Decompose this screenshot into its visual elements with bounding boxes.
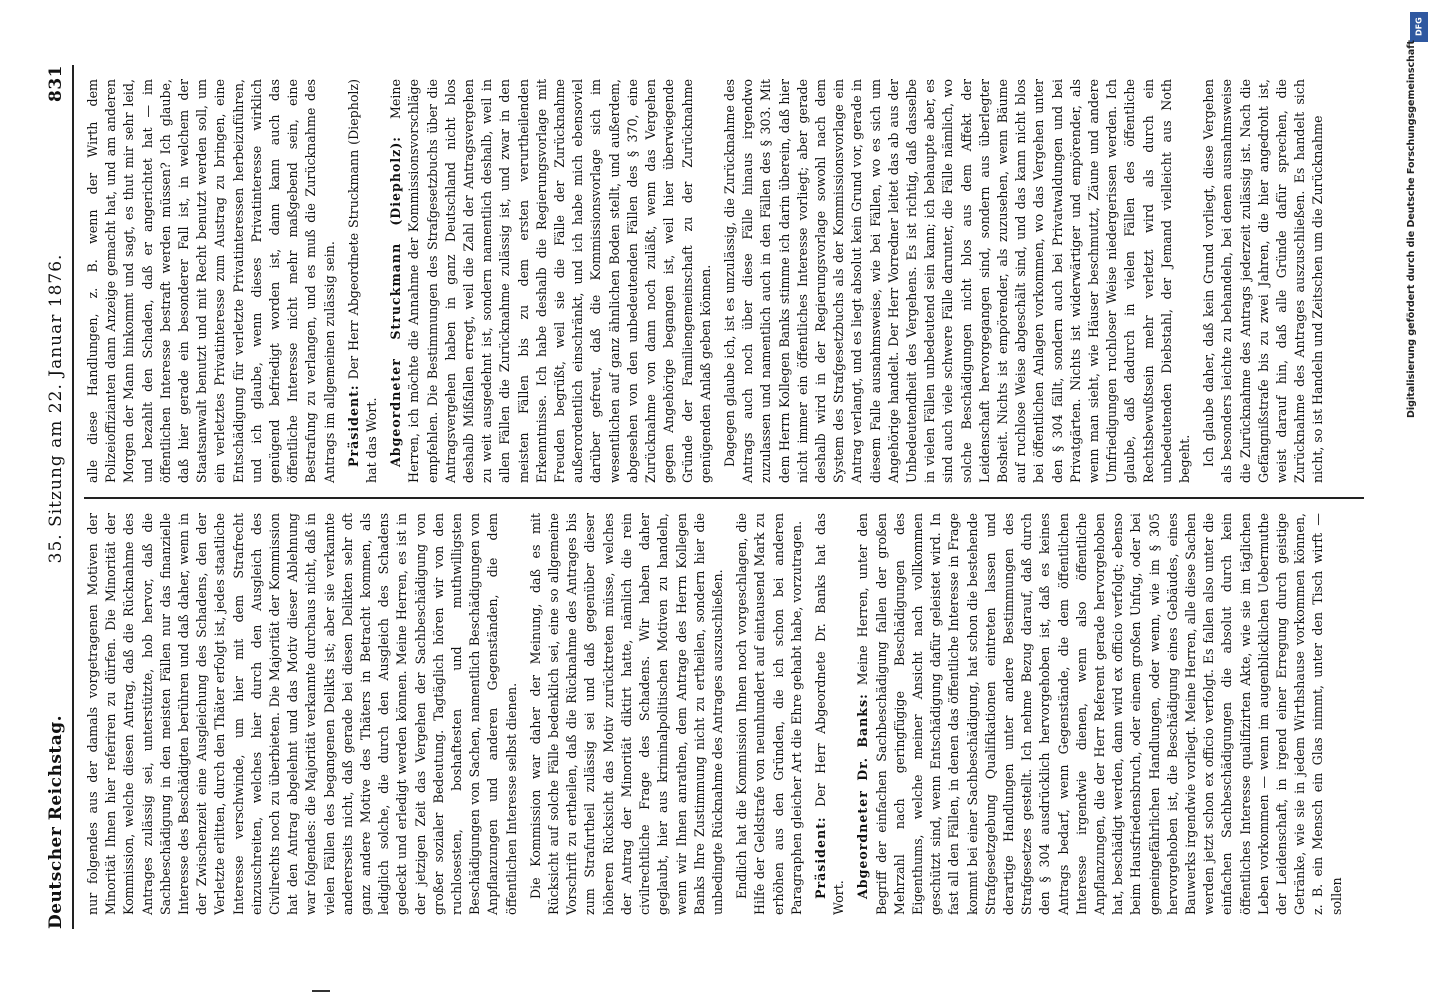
speaker-text: Meine Herren, ich möchte die Annahme der Kommissionsvorschläge empfehlen. Die Bestimmungen des Strafgesetzbuchs über die Antragsvergehen haben in ganz Deutschland nicht blos deshalb Mißfallen erregt, weil die Zahl der Antragsvergehen zu weit ausgedehnt ist, sondern namentlich deshalb, weil in allen Fällen die Zurücknahme zulässig ist, und zwar in den meisten Fällen bis zu dem ersten verurtheilenden Erkenntnisse. Ich habe deshalb die Regierungsvorlage mit Freuden begrüßt, weil sie die Fälle der Zurücknahme außerordentlich einschränkt, und ich habe mich ebensoviel darüber gefreut, daß die Kommissionsvorlage sich im wesentlichen auf ganz ähnlichen Boden stellt, und außerdem, abgesehen von den unbedeutenden Fällen des § 370, eine Zurücknahme von dann noch zuläßt, wenn das Vergehen gegen Angehörige begangen ist, weil hier überwiegende Gründe der Familiengemeinschaft zu der Zurücknahme genügenden Anlaß geben können. (388, 79, 713, 483)
paragraph: Dagegen glaube ich, ist es unzulässig, die Zurücknahme des Antrags auch noch über diese Fälle hinaus irgendwo zuzulassen und namentlich auch in den Fällen des § 303. Mit dem Herrn Kollegen Banks stimme ich darin überein, daß hier nicht immer ein öffentliches Interesse vorliegt; aber gerade deshalb wird in der Regierungsvorlage sowohl nach dem System des Strafgesetzbuchs als der Kommissionsvorlage ein Antrag verlangt, und es liegt absolut kein Grund vor, gerade in diesem Falle ausnahmsweise, wie bei Fällen, wo es sich um Angehörige handelt. Der Herr Vorredner leitet das ab aus der Unbedeutendheit des Vergehens. Es ist richtig, daß dasselbe in vielen Fällen unbedeutend sein kann; ich behaupte aber, es sind auch viele schwere Fälle darunter, die Fälle nämlich, wo solche Beschädigungen nicht blos aus dem Affekt der Leidenschaft hervorgegangen sind, sondern aus überlegter Bosheit. Nichts ist empörender, als zuzusehen, wenn Bäume auf ruchlose Weise abgeschält sind, und das kann nicht blos bei öffentlichen Anlagen vorkommen, wo das Vergehen unter den § 304 fällt, sondern auch bei Privatwaldungen und bei Privatgärten. Nichts ist widerwärtiger und empörender, als wenn man sieht, wie Häuser beschmutzt, Zäune und andere Umfriedigungen ruchloser Weise niedergerissen werden. Ich glaube, daß dadurch in vielen Fällen des öffentliche Rechtsbewußtsein mehr verletzt wird als durch ein unbedeutenden Diebstahl, der Jemand vielleicht aus Noth begeht. (721, 79, 1192, 483)
page-header (46, 65, 74, 929)
paragraph: Ich glaube daher, daß kein Grund vorliegt, diese Vergehen als besonders leichte zu behandeln, bei denen ausnahmsweise die Zurücknahme des Antrags jederzeit zulässig ist. Nach die Gefängnißstrafe bis zu zwei Jahren, die hier angedroht ist, weist darauf hin, daß alle Gründe dafür sprechen, die Zurücknahme des Antrages auszuschließen. Es handelt sich nicht, so ist Handeln und Zeitschen um die Zurücknahme (1201, 79, 1326, 483)
speaker-label: Abgeordneter Dr. Banks: (855, 693, 871, 899)
speaker-paragraph (812, 513, 848, 915)
dfg-logo: DFG (1410, 12, 1428, 42)
speaker-text: Meine Herren, unter den Begriff der einfachen Sachbeschädigung fallen der großen Mehrzahl nach geringfügige Beschädigungen des Eigenthums, welche meiner Ansicht nach vollkommen geschützt sind, wenn Entschädigung dafür geleistet wird. In fast all den Fällen, in denen das öffentliche Interesse in Frage kommt bei einer Sachbeschädigung, hat schon die bestehende Strafgesetzgebung Qualifikationen eintreten lassen und derartige Handlungen unter andere Bestimmungen des Strafgesetzes gestellt. Ich nehme Bezug darauf, daß durch den § 304 ausdrücklich hervorgehoben ist, daß es keines Antrags bedarf, wenn Gegenstände, die dem öffentlichen Interesse irgendwie dienen, wenn also öffentliche Anpflanzungen, die der Herr Referent gerade hervorgehoben hat, beschädigt werden, dann wird ex officio verfolgt; ebenso beim Hausfriedensbruch, oder einem großen Unfug, oder bei gemeingefährlichen Handlungen, oder wenn, wie im § 305 hervorgehoben ist, die Beschädigung eines Gebäudes, eines Bauwerks irgendwie vorliegt. Meine Herren, alle diese Sachen werden jetzt schon ex officio verfolgt. Es fallen also unter die einfachen Sachbeschädigungen die absolut durch kein öffentliches Interesse qualifizirten Akte, wie sie im täglichen Leben vorkommen — wenn im augenblicklichen Uebermuthe der Leidenschaft, in irgend einer Erregung durch geistige Getränke, wie sie in jedem Wirthshause vorkommen können, z. B. ein Mensch ein Glas nimmt, unter den Tisch wirft — sollen (855, 513, 1344, 915)
right-column (84, 65, 1364, 497)
page-number: 831 (46, 65, 66, 103)
left-column (84, 497, 1364, 929)
speaker-text: Der Herr Abgeordnete Struckmann (Diepholz) hat das Wort. (345, 79, 380, 483)
speaker-label: Präsident: (345, 384, 361, 467)
scan-mark (312, 990, 330, 992)
publication-title: Deutscher Reichstag. (46, 714, 66, 929)
text-columns (84, 65, 1364, 929)
session-title: 35. Sitzung am 22. Januar 1876. (46, 253, 66, 564)
speaker-text: Der Herr Abgeordnete Dr. Banks hat das Wort. (812, 513, 847, 915)
speaker-paragraph (854, 513, 1345, 915)
paragraph: Die Kommission war daher der Meinung, daß es mit Rücksicht auf solche Fälle bedenklich sei, eine so allgemeine Vorschrift zu ertheilen, daß die Rücknahme des Antrages bis zum Strafurtheil zulässig sei und daß gegenüber dieser höheren Rücksicht das Motiv zurücktreten müsse, welches der Antrag der Minorität diktirt hatte, nämlich die rein civilrechtliche Frage des Schadens. Wir haben daher geglaubt, hier aus kriminalpolitischen Motiven zu handeln, wenn wir Ihnen anrathen, dem Antrage des Herrn Kollegen Banks Ihre Zustimmung nicht zu ertheilen, sondern hier die unbedingte Rücknahme des Antrages auszuschließen. (527, 513, 725, 915)
speaker-paragraph (387, 79, 715, 483)
speaker-label: Präsident: (812, 816, 828, 899)
digitization-note: Digitalisierung gefördert durch die Deutsche Forschungsgemeinschaft (1406, 40, 1417, 418)
speaker-label: Abgeordneter Struckmann (388, 242, 404, 467)
rotated-page (36, 35, 1396, 965)
speaker-paragraph (345, 79, 381, 483)
paragraph: nur folgendes aus der damals vorgetragenen Motiven der Minorität Ihnen hier referiren zu dürfen. Die Minorität der Kommission, welche diesen Antrag, daß die Rücknahme des Antrages zulässig sei, unterstützte, hob hervor, daß die Sachbeschädigung in den meisten Fällen nur das finanzielle Interesse des Beschädigten berühren und daß daher, wenn in der Zwischenzeit eine Ausgleichung des Schadens, den der Verletzte erlitten, durch den Thäter erfolgt ist, jedes staatliche Interesse verschwinde, um hier mit dem Strafrecht einzuschreiten, welches hier durch den Ausgleich des Civilrechts noch zu überbieten. Die Majorität der Kommission hat den Antrag abgelehnt und das Motiv dieser Ablehnung war folgendes: die Majorität verkannte durchaus nicht, daß in vielen Fällen des begangenen Delikts ist; aber sie verkannte andererseits nicht, daß gerade bei diesen Delikten sehr oft ganz andere Motive des Thäters in Betracht kommen, als lediglich solche, die durch den Ausgleich des Schadens gedeckt und erledigt werden können. Meine Herren, es ist in der jetzigen Zeit das Vergehen der Sachbeschädigung von großer sozialer Bedeutung. Tagtäglich hören wir von den ruchlosesten, boshaftesten und muthwilligsten Beschädigungen von Sachen, namentlich Beschädigungen von Anpflanzungen und anderen Gegenständen, die dem öffentlichen Interesse selbst dienen. (85, 513, 519, 915)
speaker-place: (Diepholz): (388, 136, 404, 226)
paragraph: alle diese Handlungen, z. B. wenn der Wirth dem Polizeioffizianten dann Anzeige gemacht hat, und am anderen Morgen der Mann hinkommt und sagt, es thut mir sehr leid, und bezahlt den Schaden, daß er angerichtet hat — im öffentlichen Interesse bestraft werden müssen? Ich glaube, daß hier gerade ein besonderer Fall ist, in welchem der Staatsanwalt benutzt und mit Recht benutzt werden soll, um ein verletztes Privatinteresse zum Austrag zu bringen, eine Entschädigung für verletzte Privatinteressen herbeizuführen, und ich glaube, wenn dieses Privatinteresse wirklich genügend befriedigt worden ist, dann kann auch das öffentliche Interesse nicht mehr maßgebend sein, eine Bestrafung zu verlangen, und es muß die Zurücknahme des Antrags im allgemeinen zulässig sein. (85, 79, 337, 483)
paragraph: Endlich hat die Kommission Ihnen noch vorgeschlagen, die Hilfe der Geldstrafe von neunhundert auf eintausend Mark zu erhöhen aus den Gründen, die ich schon bei anderen Paragraphen gleicher Art die Ehre gehabt habe, vorzutragen. (734, 513, 804, 915)
